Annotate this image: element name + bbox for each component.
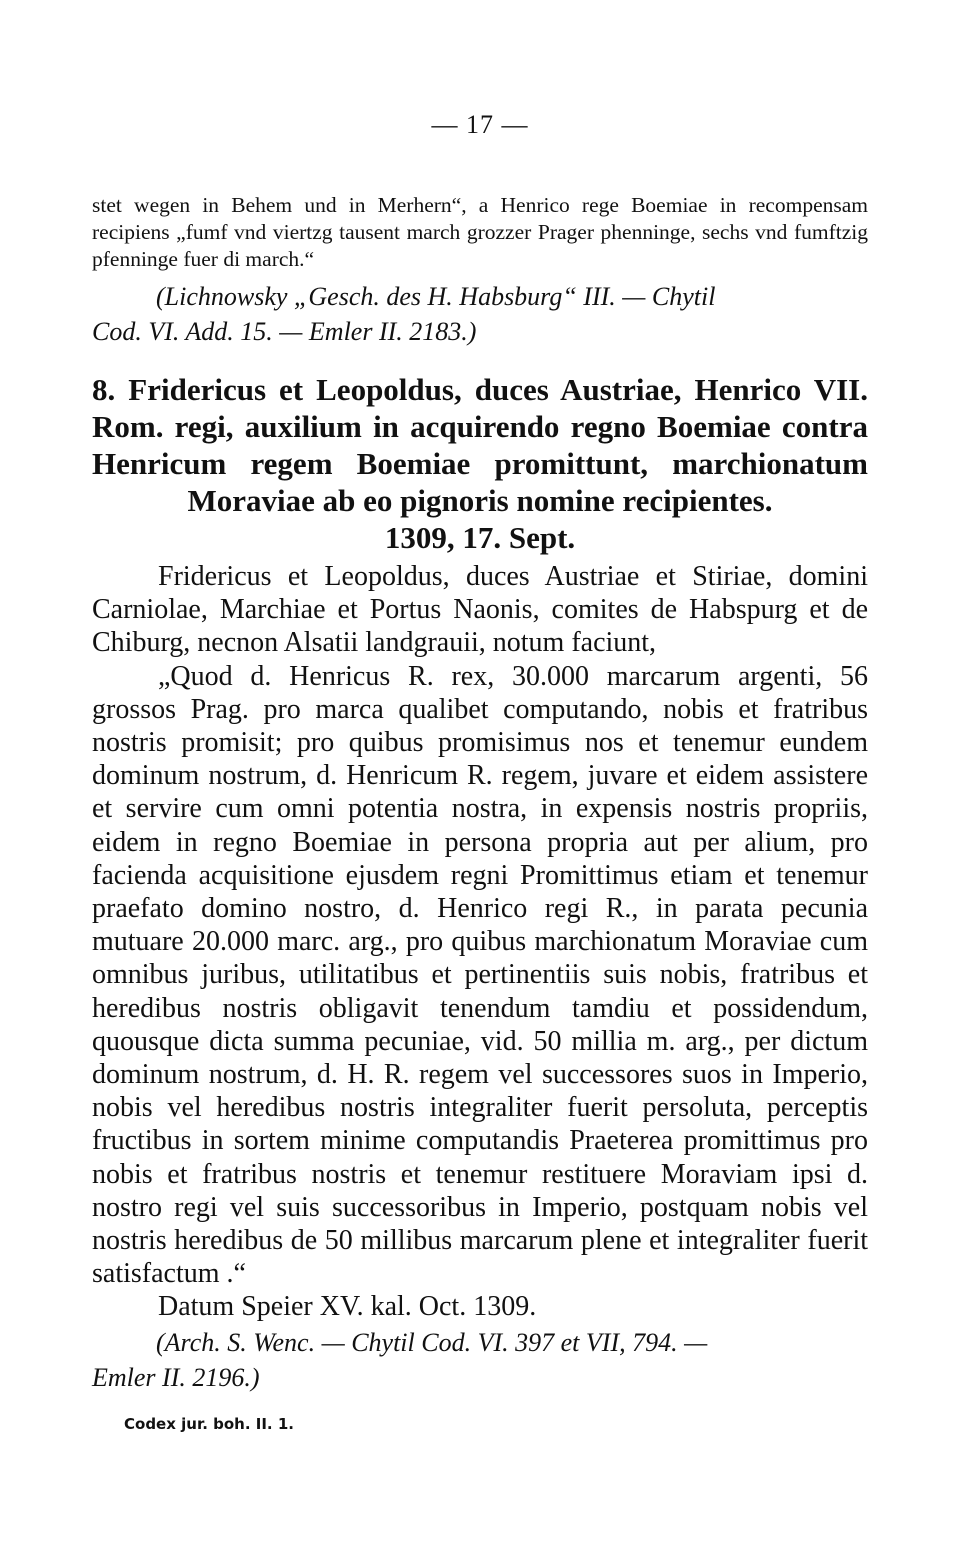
page-number: — 17 — <box>431 110 529 139</box>
citation-1-line-2: Cod. VI. Add. 15. — Emler II. 2183.) <box>92 317 477 346</box>
paragraph-main: „Quod d. Henricus R. rex, 30.000 marcarum argenti, 56 grossos Prag. pro marca qualibet computando, nobis et fratribus nostris promisit; pro quibus promisimus nos et tenemur eundem dominum nostrum, d. Henricum R. regem, juvare et eidem assistere et servire cum omni potentia nostra, in expensis nostris propriis, eidem in regno Boemiae in persona propria aut per alium, pro facienda acquisitione ejusdem regni Promittimus etiam et tenemur praefato domino nostro, d. Henrico regi R., in parata pecunia mutuare 20.000 marc. arg., pro quibus marchionatum Moraviae cum omnibus juribus, utilitatibus et pertinentiis suis nobis, fratribus et heredibus nostris obligavit tenendum tamdiu et possidendum, quousque dicta summa pecuniae, vid. 50 millia m. arg., per dictum dominum nostrum, d. H. R. regem vel successores suos in Imperio, nobis vel heredibus nostris integraliter fuerit persoluta, perceptis fructibus in sortem minime computandis Praeterea promittimus pro nobis et fratribus nostris et tenemur restituere Moraviam ipsi d. nostro regi vel suis successoribus in Imperio, postquam nobis vel nostris heredibus de 50 millibus marcarum plene et integraliter fuerit satisfactum .“ <box>92 660 868 1290</box>
citation-1-line-1: (Lichnowsky „Gesch. des H. Habsburg“ III. — Chytil <box>156 282 716 311</box>
signature-mark: Codex jur. boh. II. 1. <box>124 1415 294 1434</box>
document-page <box>92 110 868 1433</box>
paragraph-intro: Fridericus et Leopoldus, duces Austriae et Stiriae, domini Carniolae, Marchiae et Portus Naonis, comites de Habspurg et de Chiburg, necnon Alsatii landgrauii, notum faciunt, <box>92 561 868 659</box>
document-date: 1309, 17. Sept. <box>384 520 576 555</box>
citation-2-line-1: (Arch. S. Wenc. — Chytil Cod. VI. 397 et VII, 794. — <box>156 1328 708 1358</box>
datum-line: Datum Speier XV. kal. Oct. 1309. <box>158 1291 537 1323</box>
intro-text: stet wegen in Behem und in Merhern“, a Henrico rege Boemiae in recompensam recipiens „fumf vnd viertzg tausent march grozzer Prager phenninge, sechs vnd fumftzig pfenninge fuer di march.“ <box>92 193 868 271</box>
citation-2-line-2: Emler II. 2196.) <box>92 1363 260 1393</box>
document-heading: 8. Fridericus et Leopoldus, duces Austriae, Henrico VII. Rom. regi, auxilium in acquirendo regno Boemiae contra Henricum regem Boemiae promittunt, marchionatum Moraviae ab eo pignoris nomine recipientes. <box>92 372 868 518</box>
